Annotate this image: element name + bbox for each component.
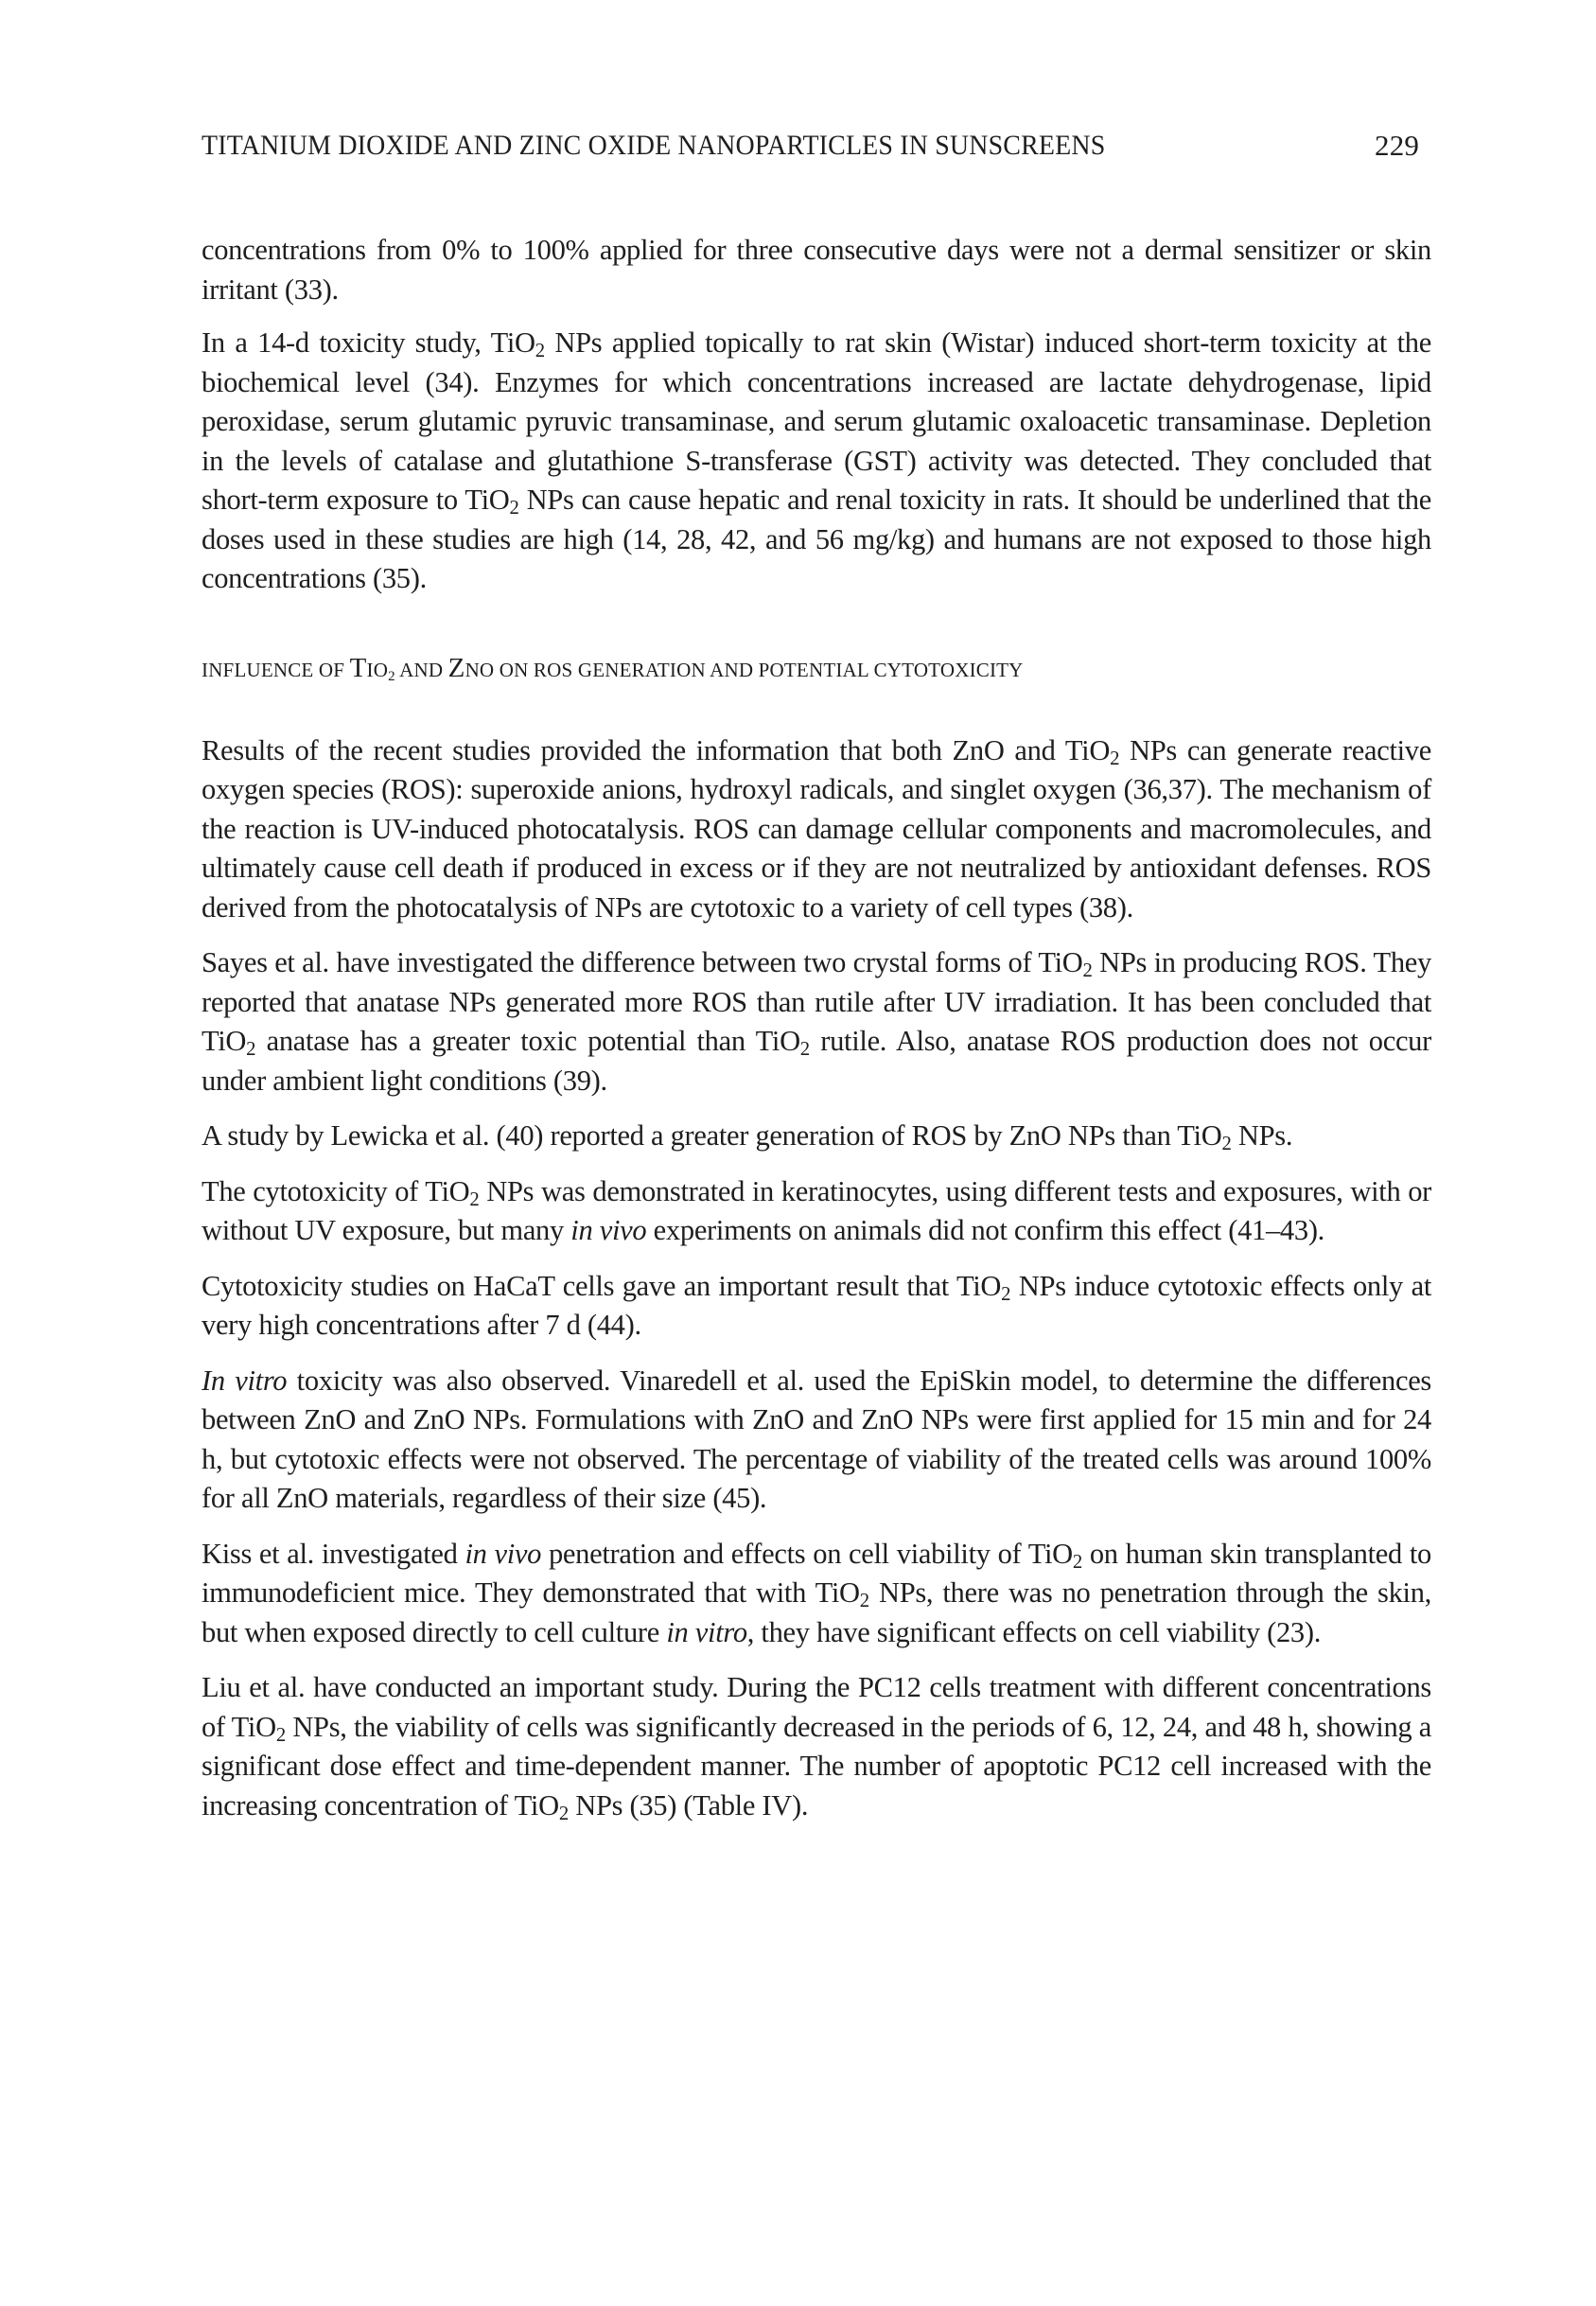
text-run: The cytotoxicity of TiO xyxy=(202,1174,470,1207)
text-run: , they have significant effects on cell viability (23). xyxy=(746,1615,1322,1648)
subscript: 2 xyxy=(1001,1283,1011,1305)
italic-run: in vivo xyxy=(570,1214,647,1246)
subscript: 2 xyxy=(1110,748,1120,769)
text-run: NPs in producing ROS. They reported that anatase NPs generated more ROS than rutile after UV irradiation. It has been concluded that TiO xyxy=(202,946,1431,1057)
paragraph-lewicka xyxy=(202,1117,1431,1156)
text-run: NPs, the viability of cells was significantly decreased in the periods of 6, 12, 24, and 48 h, showing a significant dose effect and time-dependent manner. The number of apoptotic PC12 cell increased with the increasing concentration of TiO xyxy=(202,1710,1431,1822)
heading-run: IO xyxy=(366,658,389,681)
italic-run: in vitro xyxy=(666,1615,747,1648)
paragraph-rat-skin-toxicity xyxy=(202,324,1431,599)
text-run: NPs, there was no penetration through the skin, but when exposed directly to cell culture xyxy=(202,1576,1431,1648)
text-run: experiments on animals did not confirm this effect (41–43). xyxy=(646,1214,1325,1246)
italic-run: In vitro xyxy=(202,1364,288,1397)
text-run: rutile. Also, anatase ROS production does not occur under ambient light conditions (39). xyxy=(202,1025,1431,1097)
paragraph-text: concentrations from 0% to 100% applied for three consecutive days were not a dermal sensitizer or skin irritant (33). xyxy=(202,234,1431,306)
heading-run: T xyxy=(349,652,367,683)
subscript: 2 xyxy=(388,668,395,684)
text-run: NPs can generate reactive oxygen species (ROS): superoxide anions, hydroxyl radicals, and singlet oxygen (36,37). The mechanism of the reaction is UV-induced photocatalysis. ROS can damage cellular components and macromolecules, and ultimately cause cell death if produced in excess or if they are not neutralized by antioxidant defenses. ROS derived from the photocatalysis of NPs are cytotoxic to a variety of cell types (38). xyxy=(202,733,1431,924)
subscript: 2 xyxy=(558,1803,569,1824)
text-run: NPs applied topically to rat skin (Wistar) induced short-term toxicity at the biochemical level (34). Enzymes for which concentrations increased are lactate dehydrogenase, lipid peroxidase, serum glutamic pyruvic transaminase, and serum glutamic oxaloacetic transaminase. Depletion in the levels of catalase and glutathione S-transferase (GST) activity was detected. They concluded that short-term exposure to TiO xyxy=(202,326,1431,516)
paragraph-keratinocytes xyxy=(202,1172,1431,1251)
heading-run: AND xyxy=(395,658,448,681)
paragraph-vinaredell xyxy=(202,1362,1431,1519)
italic-run: in vivo xyxy=(465,1537,542,1570)
subscript: 2 xyxy=(859,1591,869,1612)
body-text xyxy=(202,231,1431,1841)
text-run: NPs can cause hepatic and renal toxicity in rats. It should be underlined that the doses used in these studies are high (14, 28, 42, and 56 mg/kg) and humans are not exposed to those high concentrations (35). xyxy=(202,484,1431,594)
subscript: 2 xyxy=(469,1188,480,1210)
text-run: Cytotoxicity studies on HaCaT cells gave an important result that TiO xyxy=(202,1269,1002,1302)
running-title: TITANIUM DIOXIDE AND ZINC OXIDE NANOPARTICLES IN SUNSCREENS xyxy=(202,130,1106,161)
subscript: 2 xyxy=(1221,1134,1232,1155)
text-run: Kiss et al. investigated xyxy=(202,1537,465,1570)
heading-run: INFLUENCE OF xyxy=(202,658,350,681)
heading-run: Z xyxy=(447,652,465,683)
subscript: 2 xyxy=(535,341,545,362)
text-run: NPs was demonstrated in keratinocytes, using different tests and exposures, with or without UV exposure, but many xyxy=(202,1174,1431,1246)
section-heading xyxy=(202,654,1431,684)
subscript: 2 xyxy=(799,1039,810,1061)
text-run: A study by Lewicka et al. (40) reported a greater generation of ROS by ZnO NPs than TiO xyxy=(202,1119,1222,1152)
text-run: Liu et al. have conducted an important study. During the PC12 cells treatment with different concentrations of TiO xyxy=(202,1671,1431,1743)
text-run: toxicity was also observed. Vinaredell et al. used the EpiSkin model, to determine the differences between ZnO and ZnO NPs. Formulations with ZnO and ZnO NPs were first applied for 15 min and for 24 h, but cytotoxic effects were not observed. The percentage of viability of the treated cells was around 100% for all ZnO materials, regardless of their size (45). xyxy=(202,1364,1431,1514)
subscript: 2 xyxy=(275,1724,286,1746)
subscript: 2 xyxy=(1082,960,1093,982)
text-run: Sayes et al. have investigated the difference between two crystal forms of TiO xyxy=(202,946,1083,978)
heading-run: ON ROS GENERATION AND POTENTIAL CYTOTOXICITY xyxy=(494,658,1024,681)
text-run: In a 14-d toxicity study, TiO xyxy=(202,326,535,359)
text-run: on human skin transplanted to immunodeficient mice. They demonstrated that with TiO xyxy=(202,1537,1431,1609)
text-run: anatase has a greater toxic potential than TiO xyxy=(255,1025,800,1057)
paragraph-liu xyxy=(202,1668,1431,1825)
text-run: penetration and effects on cell viability of TiO xyxy=(541,1537,1073,1570)
subscript: 2 xyxy=(509,498,519,519)
text-run: NPs induce cytotoxic effects only at very high concentrations after 7 d (44). xyxy=(202,1269,1431,1341)
text-run: NPs. xyxy=(1231,1119,1293,1152)
paragraph-kiss xyxy=(202,1535,1431,1653)
text-run: NPs (35) (Table IV). xyxy=(568,1788,809,1822)
paragraph-hacat xyxy=(202,1267,1431,1346)
paragraph-ros-generation xyxy=(202,731,1431,928)
subscript: 2 xyxy=(246,1039,256,1061)
running-header xyxy=(202,129,1431,163)
subscript: 2 xyxy=(1072,1551,1082,1573)
page-number: 229 xyxy=(1375,129,1420,162)
paragraph-sayes xyxy=(202,943,1431,1100)
paragraph-continuation xyxy=(202,231,1431,309)
text-run: Results of the recent studies provided the information that both ZnO and TiO xyxy=(202,733,1111,766)
heading-run: NO xyxy=(465,658,495,681)
